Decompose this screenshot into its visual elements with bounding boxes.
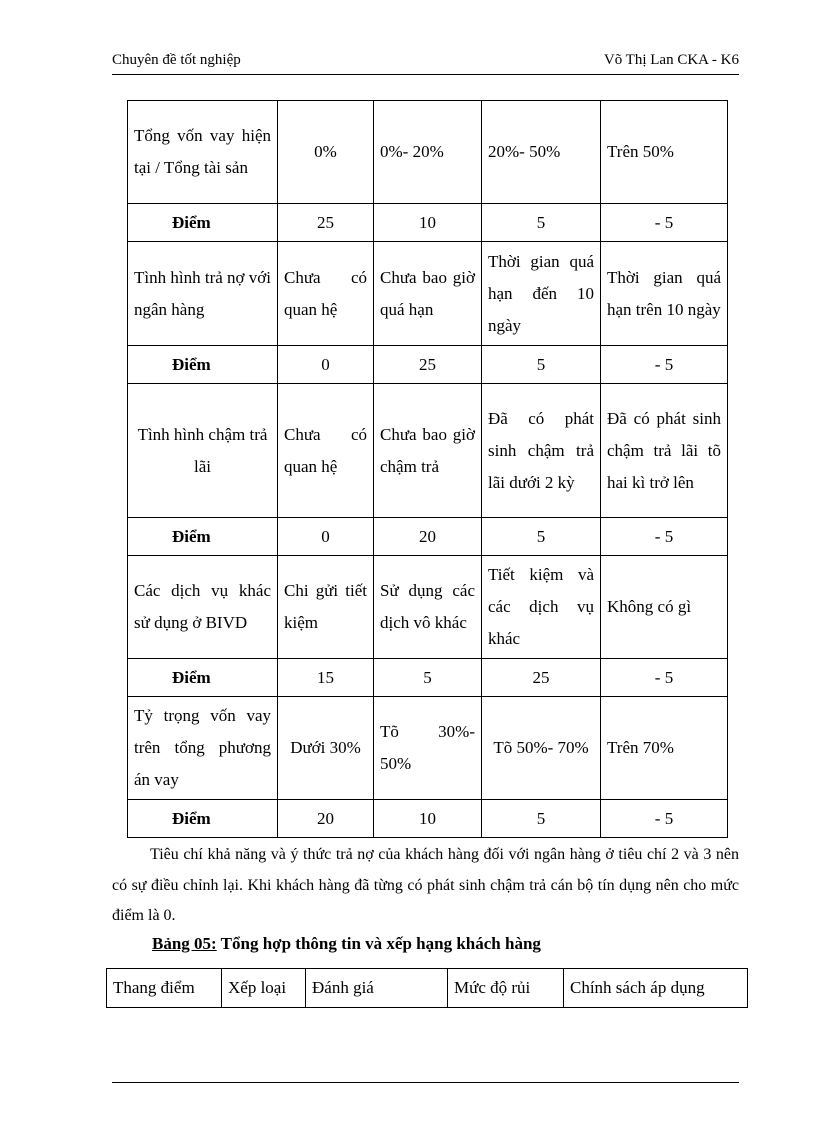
- table-caption-label: Bảng 05:: [152, 934, 217, 953]
- score-value: - 5: [601, 346, 728, 384]
- score-value: 10: [374, 204, 482, 242]
- score-value: 0: [278, 346, 374, 384]
- criterion-option: Trên 70%: [601, 697, 728, 800]
- score-value: 20: [374, 518, 482, 556]
- ranking-table: [106, 968, 748, 1008]
- score-label: Điểm: [128, 518, 278, 556]
- score-label: Điểm: [128, 659, 278, 697]
- criterion-option: 20%- 50%: [482, 101, 601, 204]
- criterion-name: Tình hình chậm trả lãi: [128, 384, 278, 518]
- ranking-header-cell: Đánh giá: [306, 969, 448, 1008]
- score-value: 20: [278, 800, 374, 838]
- score-value: - 5: [601, 659, 728, 697]
- criterion-name: Các dịch vụ khác sử dụng ở BIVD: [128, 556, 278, 659]
- score-value: 10: [374, 800, 482, 838]
- score-value: 0: [278, 518, 374, 556]
- criteria-score-table: [127, 100, 728, 838]
- score-label: Điểm: [128, 800, 278, 838]
- score-row: [128, 800, 728, 838]
- criterion-option: Dưới 30%: [278, 697, 374, 800]
- score-value: 5: [374, 659, 482, 697]
- score-label: Điểm: [128, 204, 278, 242]
- ranking-header-cell: Chính sách áp dụng: [564, 969, 748, 1008]
- criterion-option: Chưa có quan hệ: [278, 384, 374, 518]
- criterion-option: Đã có phát sinh chậm trả lãi dưới 2 kỳ: [482, 384, 601, 518]
- criterion-row: [128, 697, 728, 800]
- criterion-option: 0%- 20%: [374, 101, 482, 204]
- ranking-header-cell: Xếp loại: [222, 969, 306, 1008]
- criterion-option: Thời gian quá hạn trên 10 ngày: [601, 242, 728, 346]
- score-row: [128, 518, 728, 556]
- ranking-header-row: [107, 969, 748, 1008]
- criterion-option: Tõ 30%- 50%: [374, 697, 482, 800]
- criterion-row: [128, 101, 728, 204]
- criterion-row: [128, 242, 728, 346]
- score-row: [128, 204, 728, 242]
- header-right-text: Võ Thị Lan CKA - K6: [603, 52, 739, 68]
- criterion-option: Chưa có quan hệ: [278, 242, 374, 346]
- criterion-option: Chưa bao giờ quá hạn: [374, 242, 482, 346]
- criterion-option: Chi gửi tiết kiệm: [278, 556, 374, 659]
- criterion-option: Thời gian quá hạn đến 10 ngày: [482, 242, 601, 346]
- criterion-option: Chưa bao giờ chậm trả: [374, 384, 482, 518]
- ranking-header-cell: Thang điểm: [107, 969, 222, 1008]
- criterion-option: 0%: [278, 101, 374, 204]
- score-row: [128, 346, 728, 384]
- criterion-row: [128, 556, 728, 659]
- header-rule: [112, 74, 739, 75]
- criterion-name: Tổng vốn vay hiện tại / Tổng tài sản: [128, 101, 278, 204]
- score-value: 25: [278, 204, 374, 242]
- score-row: [128, 659, 728, 697]
- ranking-header-cell: Mức độ rủi: [448, 969, 564, 1008]
- score-value: 25: [374, 346, 482, 384]
- paragraph-text: Tiêu chí khả năng và ý thức trả nợ của khách hàng đối với ngân hàng ở tiêu chí 2 và 3 nên có sự điều chỉnh lại. Khi khách hàng đã từng có phát sinh chậm trả cán bộ tín dụng nên cho mức điểm là 0.: [112, 846, 739, 924]
- score-value: - 5: [601, 800, 728, 838]
- body-paragraph: [112, 840, 739, 932]
- score-label: Điểm: [128, 346, 278, 384]
- score-value: 5: [482, 346, 601, 384]
- score-value: - 5: [601, 518, 728, 556]
- score-value: - 5: [601, 204, 728, 242]
- footer-rule: [112, 1082, 739, 1083]
- table-caption-title: Tổng hợp thông tin và xếp hạng khách hàng: [216, 934, 541, 953]
- criterion-row: [128, 384, 728, 518]
- table-caption: [152, 934, 541, 954]
- score-value: 5: [482, 518, 601, 556]
- criterion-option: Sử dụng các dịch vô khác: [374, 556, 482, 659]
- score-value: 25: [482, 659, 601, 697]
- criterion-option: Trên 50%: [601, 101, 728, 204]
- header-left-text: Chuyên đề tốt nghiệp: [112, 52, 241, 68]
- score-value: 15: [278, 659, 374, 697]
- page-header: [112, 52, 739, 74]
- criterion-option: Tõ 50%- 70%: [482, 697, 601, 800]
- criterion-name: Tỷ trọng vốn vay trên tổng phương án vay: [128, 697, 278, 800]
- criterion-option: Tiết kiệm và các dịch vụ khác: [482, 556, 601, 659]
- criterion-option: Đã có phát sinh chậm trả lãi tõ hai kì trở lên: [601, 384, 728, 518]
- criterion-option: Không có gì: [601, 556, 728, 659]
- score-value: 5: [482, 800, 601, 838]
- criterion-name: Tình hình trả nợ với ngân hàng: [128, 242, 278, 346]
- score-value: 5: [482, 204, 601, 242]
